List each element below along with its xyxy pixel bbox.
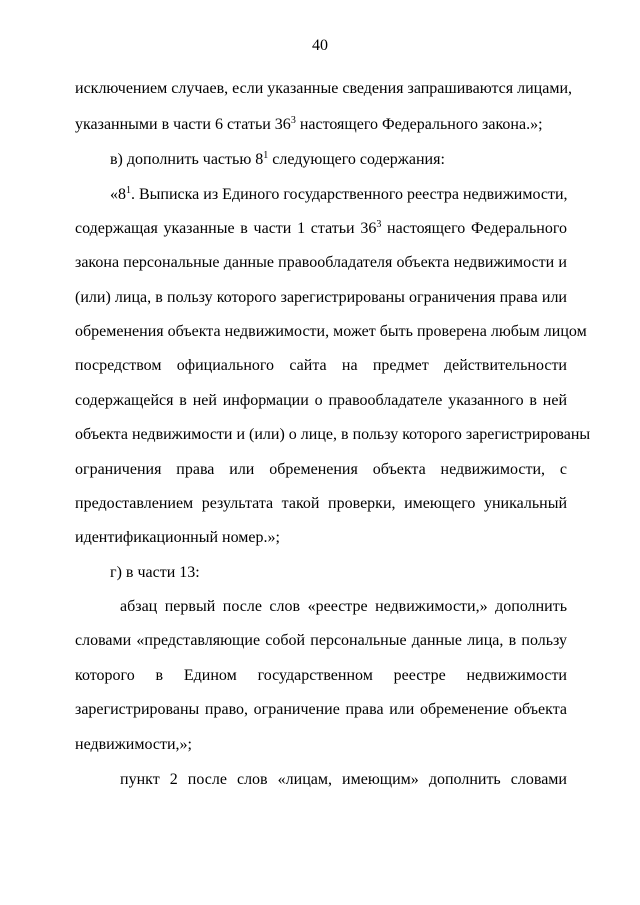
text-line-5: содержащая указанные в части 1 статьи $36^3$ настоящего Федерального (75, 219, 567, 237)
text-line-12: ограничения права или обременения объекта недвижимости, с (75, 461, 567, 478)
text-line-19: зарегистрированы право, ограничение права или обременение объекта (75, 701, 567, 718)
text-line-18: которого в Едином государственном реестре недвижимости (75, 667, 567, 684)
text-line-21: пункт 2 после слов «лицам, имеющим» дополнить словами (120, 771, 567, 788)
text-line-7: (или) лица, в пользу которого зарегистрированы ограничения права или (75, 289, 567, 306)
text-line-3: в) дополнить частью $8^1$ следующего содержания: (110, 150, 445, 168)
text-line-10: содержащейся в ней информации о правообладателе указанного в ней (75, 392, 567, 409)
text-line-2: указанными в части 6 статьи $36^3$ настоящего Федерального закона.»; (75, 115, 543, 133)
text-line-15: г) в части 13: (110, 564, 200, 581)
text-line-11: объекта недвижимости и (или) о лице, в пользу которого зарегистрированы (75, 426, 591, 443)
text-line-6: закона персональные данные правообладателя объекта недвижимости и (75, 254, 567, 271)
text-line-1: исключением случаев, если указанные сведения запрашиваются лицами, (75, 80, 573, 97)
text-line-14: идентификационный номер.»; (75, 529, 280, 546)
text-line-17: словами «представляющие собой персональные данные лица, в пользу (75, 632, 567, 649)
text-line-9: посредством официального сайта на предмет действительности (75, 357, 567, 374)
text-line-4: «$8^1$. Выписка из Единого государственного реестра недвижимости, (110, 185, 568, 203)
text-line-20: недвижимости,»; (75, 736, 192, 753)
text-line-8: обременения объекта недвижимости, может быть проверена любым лицом (75, 323, 587, 340)
page-number: 40 (312, 37, 328, 54)
text-line-13: предоставлением результата такой проверки, имеющего уникальный (75, 495, 567, 512)
text-line-16: абзац первый после слов «реестре недвижимости,» дополнить (120, 598, 567, 615)
